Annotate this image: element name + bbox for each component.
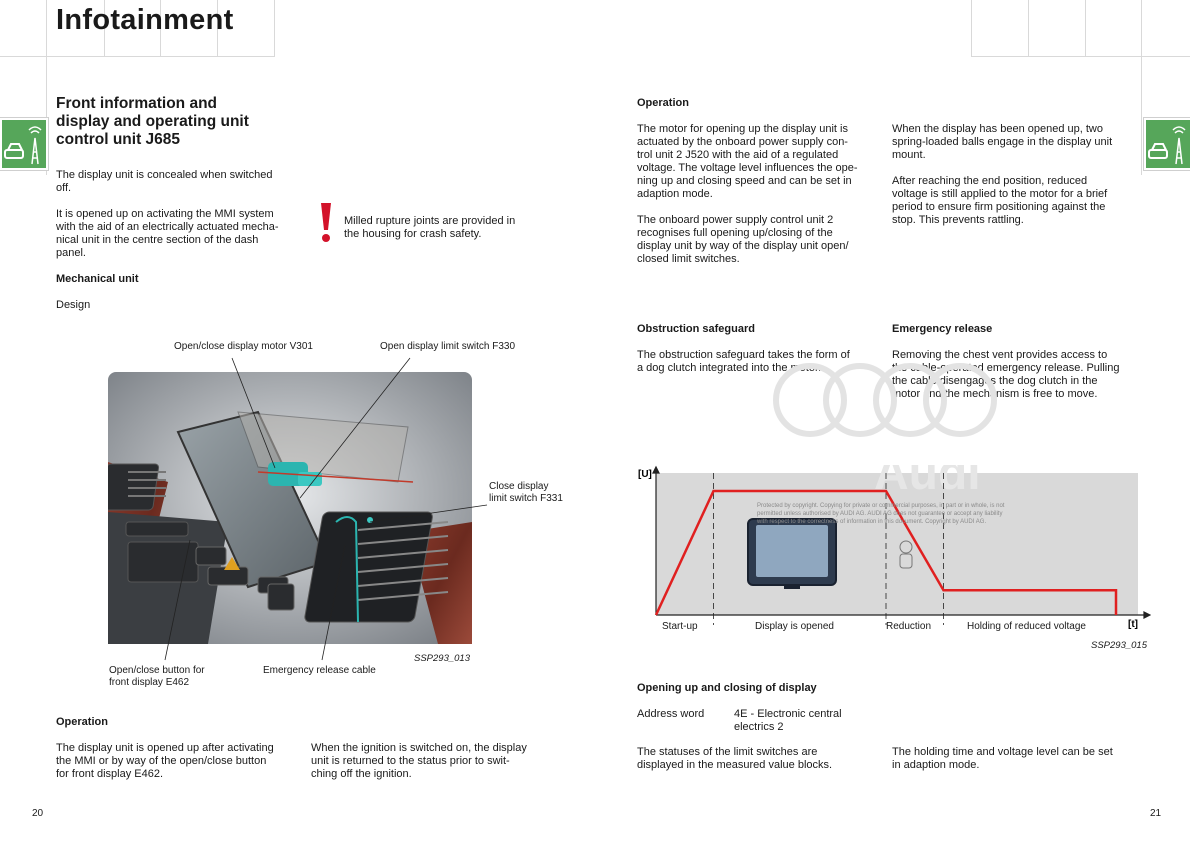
- figure-id: SSP293_013: [414, 653, 470, 664]
- design-label: Design: [56, 299, 91, 311]
- callout-open-switch: Open display limit switch F330: [380, 341, 516, 352]
- intro-paragraph: The display unit is concealed when switched off.: [56, 169, 273, 194]
- callout-close-switch: Close display limit switch F331: [489, 481, 563, 504]
- display-unit-illustration: [748, 519, 836, 589]
- page-title: Infotainment: [56, 4, 234, 36]
- phase-label: Display is opened: [755, 621, 834, 632]
- section-heading: Front information and display and operating unit control unit J685: [56, 95, 249, 148]
- address-label: Address word: [637, 708, 705, 720]
- operation-text: After reaching the end position, reduced voltage is still applied to the motor for a brief period to ensure firm positioning against the stop. This prevents rattling.: [892, 175, 1108, 226]
- header-tick: [971, 0, 972, 56]
- car-antenna-icon: [1144, 118, 1190, 170]
- callout-motor: Open/close display motor V301: [174, 341, 313, 352]
- voltage-chart-svg: [636, 465, 1151, 635]
- phase-label: Holding of reduced voltage: [967, 621, 1086, 632]
- voltage-chart: [636, 465, 1151, 635]
- operation-text: The onboard power supply control unit 2 recognises full opening up/closing of the display unit by way of the display unit open/ closed limit switches.: [637, 214, 849, 265]
- y-axis-arrow: [653, 467, 659, 473]
- phase-label: Start-up: [662, 621, 698, 632]
- operation-text: The motor for opening up the display unit is actuated by the onboard power supply con- trol unit 2 J520 with the aid of a regulated voltage. The voltage level influences the ope- ning up and closing speed and can be set in adaption mode.: [637, 123, 858, 200]
- y-axis-label: [U]: [638, 469, 652, 480]
- callout-cable: Emergency release cable: [263, 665, 376, 676]
- margin-rule-right: [1141, 0, 1142, 175]
- intro-paragraph: It is opened up on activating the MMI system with the aid of an electrically actuated mecha- nical unit in the centre section of the dash panel.: [56, 208, 279, 259]
- subheading: Operation: [637, 97, 689, 109]
- subheading: Opening up and closing of display: [637, 682, 817, 694]
- header-rule-right: [971, 56, 1190, 57]
- subheading: Emergency release: [892, 323, 993, 335]
- operation-text: When the display has been opened up, two spring-loaded balls engage in the display unit mount.: [892, 123, 1113, 161]
- audi-rings-watermark: [765, 355, 1005, 445]
- subheading: Mechanical unit: [56, 273, 139, 285]
- subheading: Operation: [56, 716, 108, 728]
- holding-text: The holding time and voltage level can be set in adaption mode.: [892, 746, 1113, 771]
- figure-id: SSP293_015: [1091, 640, 1147, 651]
- x-axis-arrow: [1144, 612, 1150, 618]
- header-tick: [1085, 0, 1086, 56]
- header-tick: [1028, 0, 1029, 56]
- operation-text: The display unit is opened up after activating the MMI or by way of the open/close button for front display E462.: [56, 742, 274, 780]
- callout-button: Open/close button for front display E462: [109, 665, 205, 688]
- phase-label: Reduction: [886, 621, 932, 632]
- note-text: Milled rupture joints are provided in the housing for crash safety.: [344, 215, 516, 240]
- page-number: 20: [32, 808, 44, 819]
- emergency-text: Removing the chest vent provides access to the cable-operated emergency release. Pulling the cable disengages the dog clutch in the motor and the mechanism is free to move.: [892, 349, 1120, 400]
- operation-text: When the ignition is switched on, the display unit is returned to the status prior to swit- ching off the ignition.: [311, 742, 527, 780]
- audi-wordmark-watermark: Audi: [874, 465, 981, 500]
- obstruction-text: The obstruction safeguard takes the form of a dog clutch integrated into the motor.: [637, 349, 850, 374]
- page-number: 21: [1150, 808, 1162, 819]
- status-text: The statuses of the limit switches are displayed in the measured value blocks.: [637, 746, 833, 771]
- subheading: Obstruction safeguard: [637, 323, 755, 335]
- x-axis-label: [t]: [1128, 619, 1138, 630]
- copyright-watermark: Protected by copyright. Copying for private or commercial purposes, in part or in whole, is not permitted unless authorised by AUDI AG. AUDI AG does not guarantee or accept any liability with respect to the correctness of information in this document. Copyright by AUDI AG.: [757, 503, 1005, 525]
- address-value: 4E - Electronic central electrics 2: [734, 708, 842, 733]
